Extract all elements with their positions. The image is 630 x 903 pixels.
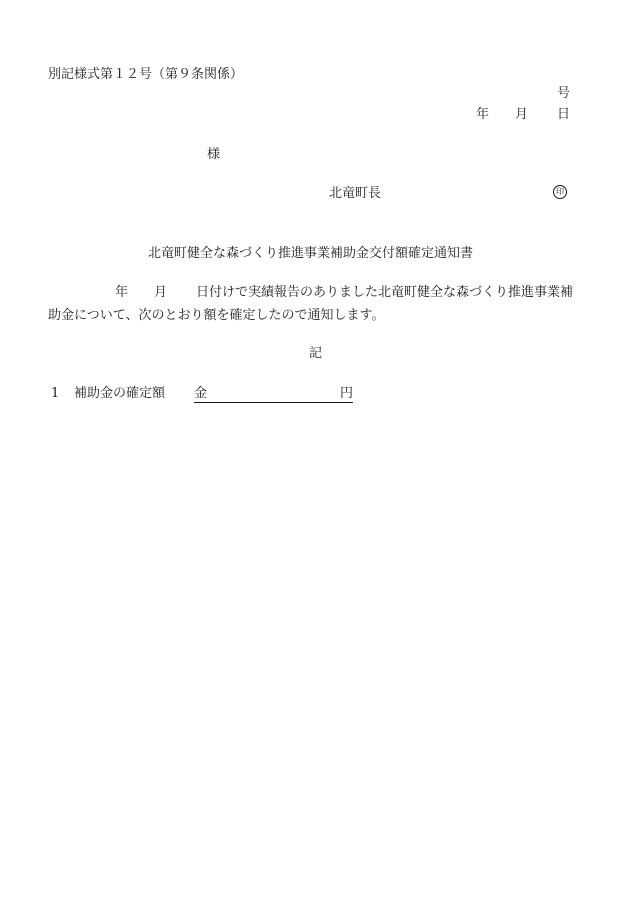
date-month-label: 月 [515, 107, 529, 122]
amount-prefix: 金 [194, 386, 208, 401]
body-text-line-1: 日付けで実績報告のありました北竜町健全な森づくり推進事業補 [196, 285, 574, 300]
date-day-label: 日 [557, 107, 571, 122]
amount-suffix: 円 [339, 386, 353, 401]
form-number: 別記様式第１２号（第９条関係） [48, 67, 244, 82]
document-title: 北竜町健全な森づくり推進事業補助金交付額確定通知書 [148, 246, 474, 261]
body-month-label: 月 [154, 285, 168, 300]
item-number: 1 [51, 386, 60, 401]
amount-field[interactable] [194, 387, 353, 403]
seal-icon: 印 [553, 185, 567, 199]
item-label: 補助金の確定額 [74, 386, 166, 401]
date-year-label: 年 [476, 107, 490, 122]
document-number-label: 号 [557, 86, 571, 101]
recipient-honorific: 様 [207, 147, 221, 162]
ki-heading: 記 [309, 346, 323, 361]
body-year-label: 年 [115, 285, 129, 300]
body-text-line-2: 助金について、次のとおり額を確定したので通知します。 [48, 308, 385, 323]
issuer-name: 北竜町長 [329, 186, 382, 201]
